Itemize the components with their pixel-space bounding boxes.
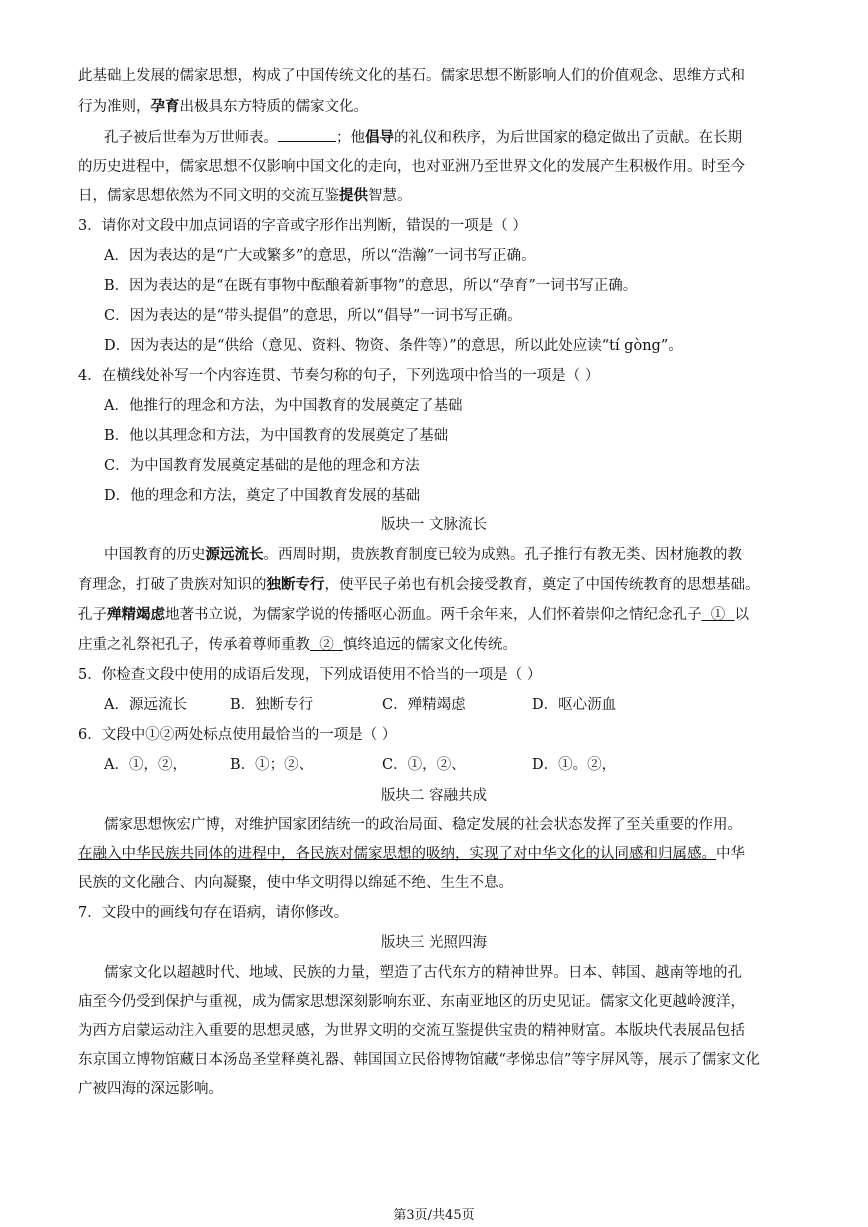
- question-6-choice-a: A．①，②，: [104, 757, 187, 773]
- paragraph-line: 庙至今仍受到保护与重视，成为儒家思想深刻影响东亚、东南亚地区的历史见证。儒家文化更越岭渡洋，: [78, 994, 745, 1010]
- question-4-option-d: D．他的理念和方法，奠定了中国教育发展的基础: [104, 488, 421, 504]
- question-5-choice-c: C．殚精竭虑: [382, 697, 466, 713]
- paragraph-line: [78, 605, 790, 625]
- underlined-sentence: 在融入中华民族共同体的进程中，各民族对儒家思想的吸纳，实现了对中华文化的认同感和归属感。: [78, 846, 716, 862]
- question-3-option-a: A．因为表达的是“广大或繁多”的意思，所以“浩瀚”一词书写正确。: [104, 248, 536, 264]
- blank-1: ①: [701, 607, 735, 623]
- text: 庄重之礼祭祀孔子，传承着尊师重教: [78, 637, 310, 653]
- section-2-title: 版块二 容融共成: [380, 788, 488, 804]
- text: 出极具东方特质的儒家文化。: [179, 99, 368, 115]
- text: 孔子: [78, 607, 107, 623]
- question-3-option-b: B．因为表达的是“在既有事物中酝酿着新事物”的意思，所以“孕育”一词书写正确。: [104, 278, 638, 294]
- section-1-title: 版块一 文脉流长: [380, 517, 488, 533]
- question-7-stem: 7．文段中的画线句存在语病，请你修改。: [78, 905, 349, 921]
- text: ，使平民子弟也有机会接受教育，奠定了中国传统教育的思想基础。: [324, 577, 760, 593]
- blank-2: ②: [310, 637, 343, 653]
- text: 育理念，打破了贵族对知识的: [78, 577, 267, 593]
- text: 行为准则，: [78, 99, 151, 115]
- paragraph-line: [104, 128, 816, 148]
- paragraph-line: 东京国立博物馆藏日本汤岛圣堂释奠礼器、韩国国立民俗博物馆藏“孝悌忠信”等字屏风等，展示了儒家文化: [78, 1052, 760, 1068]
- question-5-choice-a: A．源远流长: [104, 697, 187, 713]
- question-4-stem: 4．在横线处补写一个内容连贯、节奏匀称的句子，下列选项中恰当的一项是（ ）: [78, 368, 600, 384]
- question-3-option-d: D．因为表达的是“供给（意见、资料、物资、条件等）”的意思，所以此处应读“tí gòng”。: [104, 338, 683, 354]
- text: 中国教育的历史: [104, 547, 206, 563]
- question-5-choice-d: D．呕心沥血: [532, 697, 617, 713]
- question-6-choice-c: C．①，②、: [382, 757, 466, 773]
- paragraph-line: [78, 157, 790, 177]
- paragraph-line: [78, 575, 790, 595]
- question-3-stem: 3．请你对文段中加点词语的字音或字形作出判断，错误的一项是（ ）: [78, 218, 527, 234]
- idiom: 独断专行: [266, 576, 325, 593]
- text: 的礼仪和秩序，为后世国家的稳定做出了贡献。在长期: [394, 130, 742, 146]
- text: 日，儒家思想依然为不同文明的交流互鉴: [78, 188, 339, 204]
- paragraph-line: 为西方启蒙运动注入重要的思想灵感，为世界文明的交流互鉴提供宝贵的精神财富。本版块代表展品包括: [78, 1023, 745, 1039]
- text: 此基础上发展的儒家思想，构成了中国传统文化的基石。儒家思想不断影响人们的价值观念、思维方式和: [78, 68, 745, 84]
- question-6-choice-d: D．①。②，: [532, 757, 617, 773]
- paragraph-line: [104, 545, 816, 565]
- text: 的历史进程中，儒家思想不仅影响中国文化的走向，也对亚洲乃至世界文化的发展产生积极作用。时至今: [78, 159, 745, 175]
- idiom: 殚精竭虑: [107, 606, 165, 623]
- text: 。西周时期，贵族教育制度已较为成熟。孔子推行有教无类、因材施教的教: [263, 547, 742, 563]
- question-4-option-a: A．他推行的理念和方法，为中国教育的发展奠定了基础: [104, 398, 463, 414]
- text: 以: [734, 607, 749, 623]
- text: ；他: [336, 130, 365, 146]
- paragraph-line: 民族的文化融合、内向凝聚，使中华文明得以绵延不绝、生生不息。: [78, 875, 513, 891]
- paragraph-line: 广被四海的深远影响。: [78, 1081, 223, 1097]
- section-3-title: 版块三 光照四海: [380, 935, 488, 951]
- question-5-choice-b: B．独断专行: [230, 697, 314, 713]
- paragraph-line: 儒家文化以超越时代、地域、民族的力量，塑造了古代东方的精神世界。日本、韩国、越南等地的孔: [104, 965, 742, 981]
- question-6-stem: 6．文段中①②两处标点使用最恰当的一项是（ ）: [78, 727, 397, 743]
- text: 地著书立说，为儒家学说的传播呕心沥血。两千余年来，人们怀着崇仰之情纪念孔子: [165, 607, 702, 623]
- paragraph-line: [78, 844, 790, 864]
- text: 孔子被后世奉为万世师表。: [104, 130, 278, 146]
- paragraph-line: 儒家思想恢宏广博，对维护国家团结统一的政治局面、稳定发展的社会状态发挥了至关重要的作用。: [104, 817, 742, 833]
- text: 智慧。: [368, 188, 412, 204]
- paragraph-line: [78, 186, 790, 206]
- paragraph-line: [78, 66, 790, 86]
- idiom: 源远流长: [205, 546, 264, 563]
- emphasized-word: 倡导: [365, 129, 394, 146]
- page-number: 第3页/共45页: [393, 1208, 475, 1223]
- question-5-stem: 5．你检查文段中使用的成语后发现，下列成语使用不恰当的一项是（ ）: [78, 667, 542, 683]
- paragraph-line: [78, 97, 790, 117]
- fill-in-blank: [278, 128, 336, 142]
- question-4-option-c: C．为中国教育发展奠定基础的是他的理念和方法: [104, 458, 420, 474]
- paragraph-line: [78, 635, 790, 655]
- question-3-option-c: C．因为表达的是“带头提倡”的意思，所以“倡导”一词书写正确。: [104, 308, 522, 324]
- emphasized-word: 孕育: [150, 98, 180, 115]
- emphasized-word: 提供: [339, 187, 368, 204]
- question-4-option-b: B．他以其理念和方法，为中国教育的发展奠定了基础: [104, 428, 449, 444]
- text: 中华: [716, 846, 745, 862]
- text: 慎终追远的儒家文化传统。: [342, 637, 517, 653]
- question-6-choice-b: B．①；②、: [230, 757, 314, 773]
